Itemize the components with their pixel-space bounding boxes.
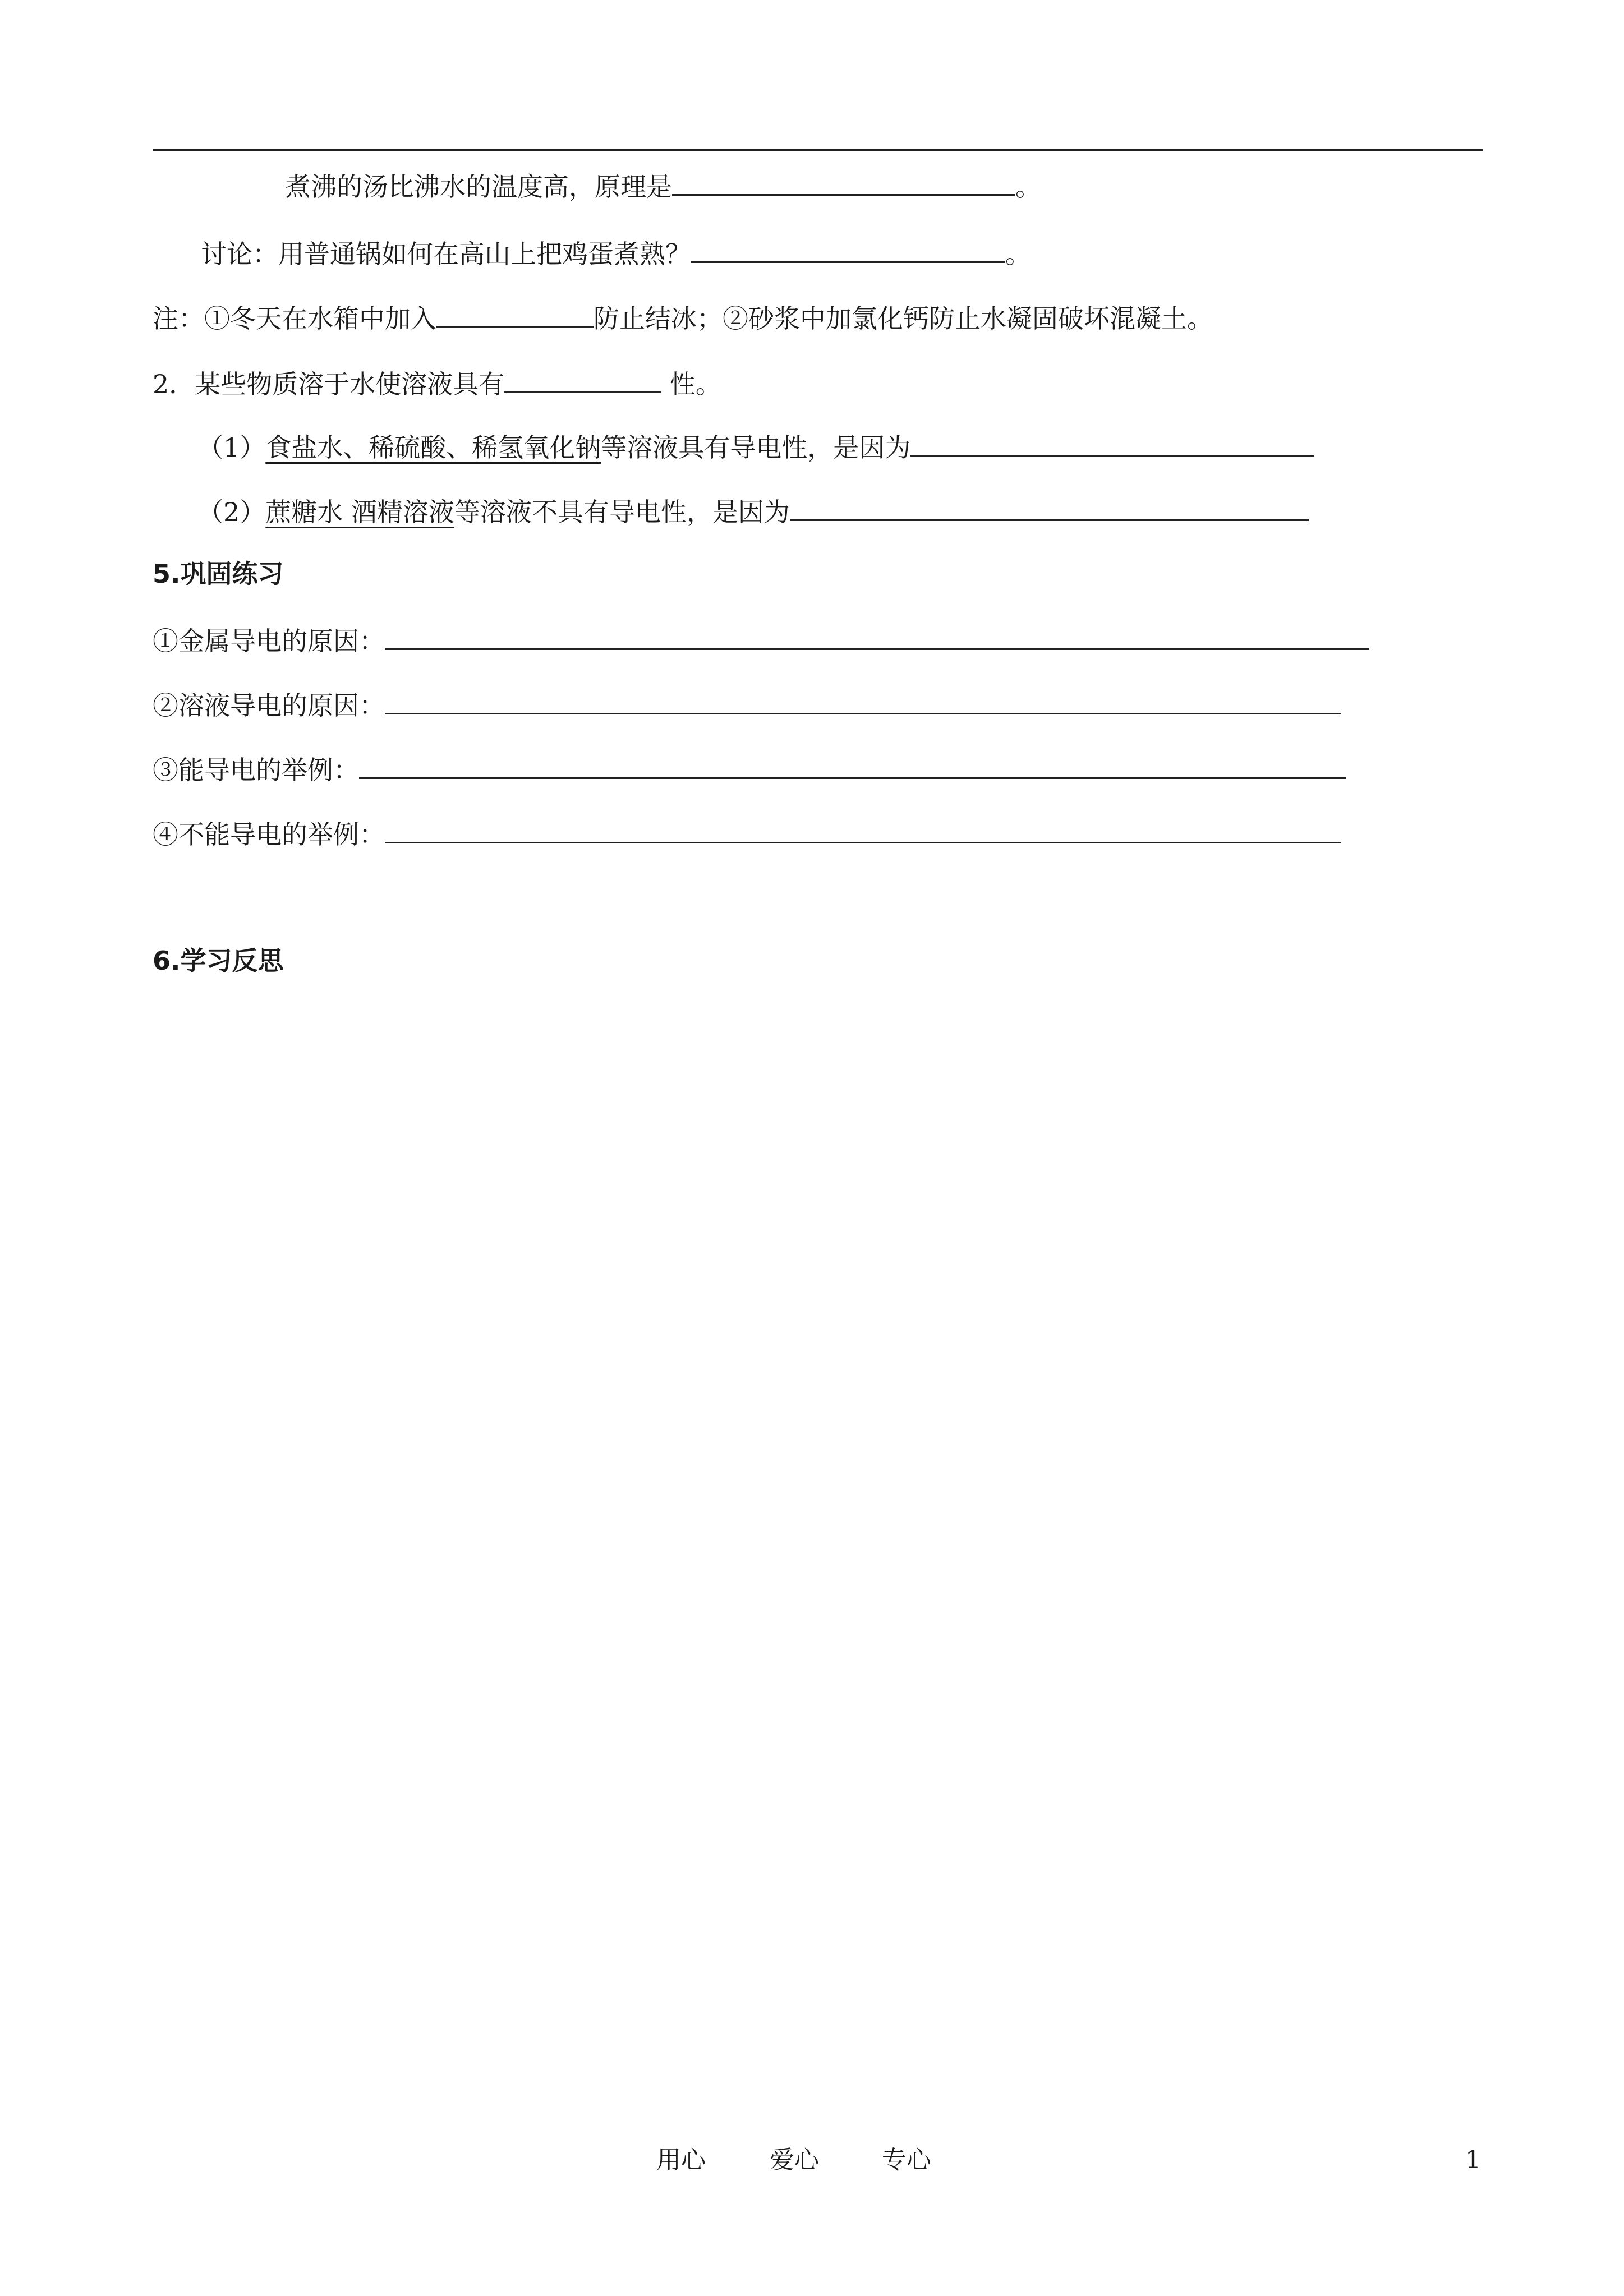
line-discussion (201, 236, 1031, 271)
text: （2） (197, 497, 266, 527)
answer-blank[interactable] (672, 168, 1015, 196)
text: 注：①冬天在水箱中加入 (153, 303, 436, 334)
answer-blank[interactable] (790, 494, 1309, 521)
section-6-title: 6.学习反思 (153, 946, 284, 976)
page-number: 1 (1465, 2146, 1481, 2174)
header-rule (153, 149, 1483, 151)
text: 防止结冰；②砂浆中加氯化钙防止水凝固破坏混凝土。 (594, 303, 1213, 334)
text: （1） (197, 432, 266, 463)
answer-blank[interactable] (504, 366, 661, 393)
text: 2．某些物质溶于水使溶液具有 (153, 369, 505, 399)
line-item-2 (153, 366, 721, 401)
exercise-item (153, 751, 1346, 787)
line-note (153, 300, 1213, 335)
footer-text-left: 用心 (656, 2146, 706, 2174)
line-conductive-solutions (197, 429, 1314, 464)
section-5-title: 5.巩固练习 (153, 559, 284, 589)
text: 讨论：用普通锅如何在高山上把鸡蛋煮熟？ (201, 239, 691, 269)
exercise-item (153, 816, 1341, 851)
text: ①金属导电的原因： (153, 626, 385, 656)
exercise-item (153, 623, 1369, 658)
text: 性。 (661, 369, 721, 399)
exercise-item (153, 687, 1341, 722)
text: ③能导电的举例： (153, 755, 359, 785)
answer-blank[interactable] (385, 623, 1369, 650)
answer-blank[interactable] (385, 687, 1341, 714)
text: ④不能导电的举例： (153, 819, 385, 850)
answer-blank[interactable] (691, 236, 1005, 263)
answer-blank[interactable] (910, 429, 1314, 457)
underlined-examples: 食盐水、稀硫酸、稀氢氧化钠 (265, 432, 601, 463)
footer-text-right: 专心 (882, 2146, 931, 2174)
line-nonconductive-solutions (197, 494, 1309, 529)
text: 煮沸的汤比沸水的温度高，原理是 (285, 172, 672, 202)
footer-text-middle: 爱心 (770, 2146, 819, 2174)
line-boiling-soup (285, 168, 1041, 204)
underlined-examples: 蔗糖水 酒精溶液 (265, 497, 454, 527)
answer-blank[interactable] (385, 816, 1341, 843)
text: 等溶液不具有导电性，是因为 (454, 497, 790, 527)
text: ②溶液导电的原因： (153, 690, 385, 721)
text: 。 (1015, 172, 1041, 202)
text: 。 (1005, 239, 1031, 269)
answer-blank[interactable] (436, 300, 594, 328)
answer-blank[interactable] (359, 751, 1346, 779)
text: 等溶液具有导电性，是因为 (601, 432, 911, 463)
